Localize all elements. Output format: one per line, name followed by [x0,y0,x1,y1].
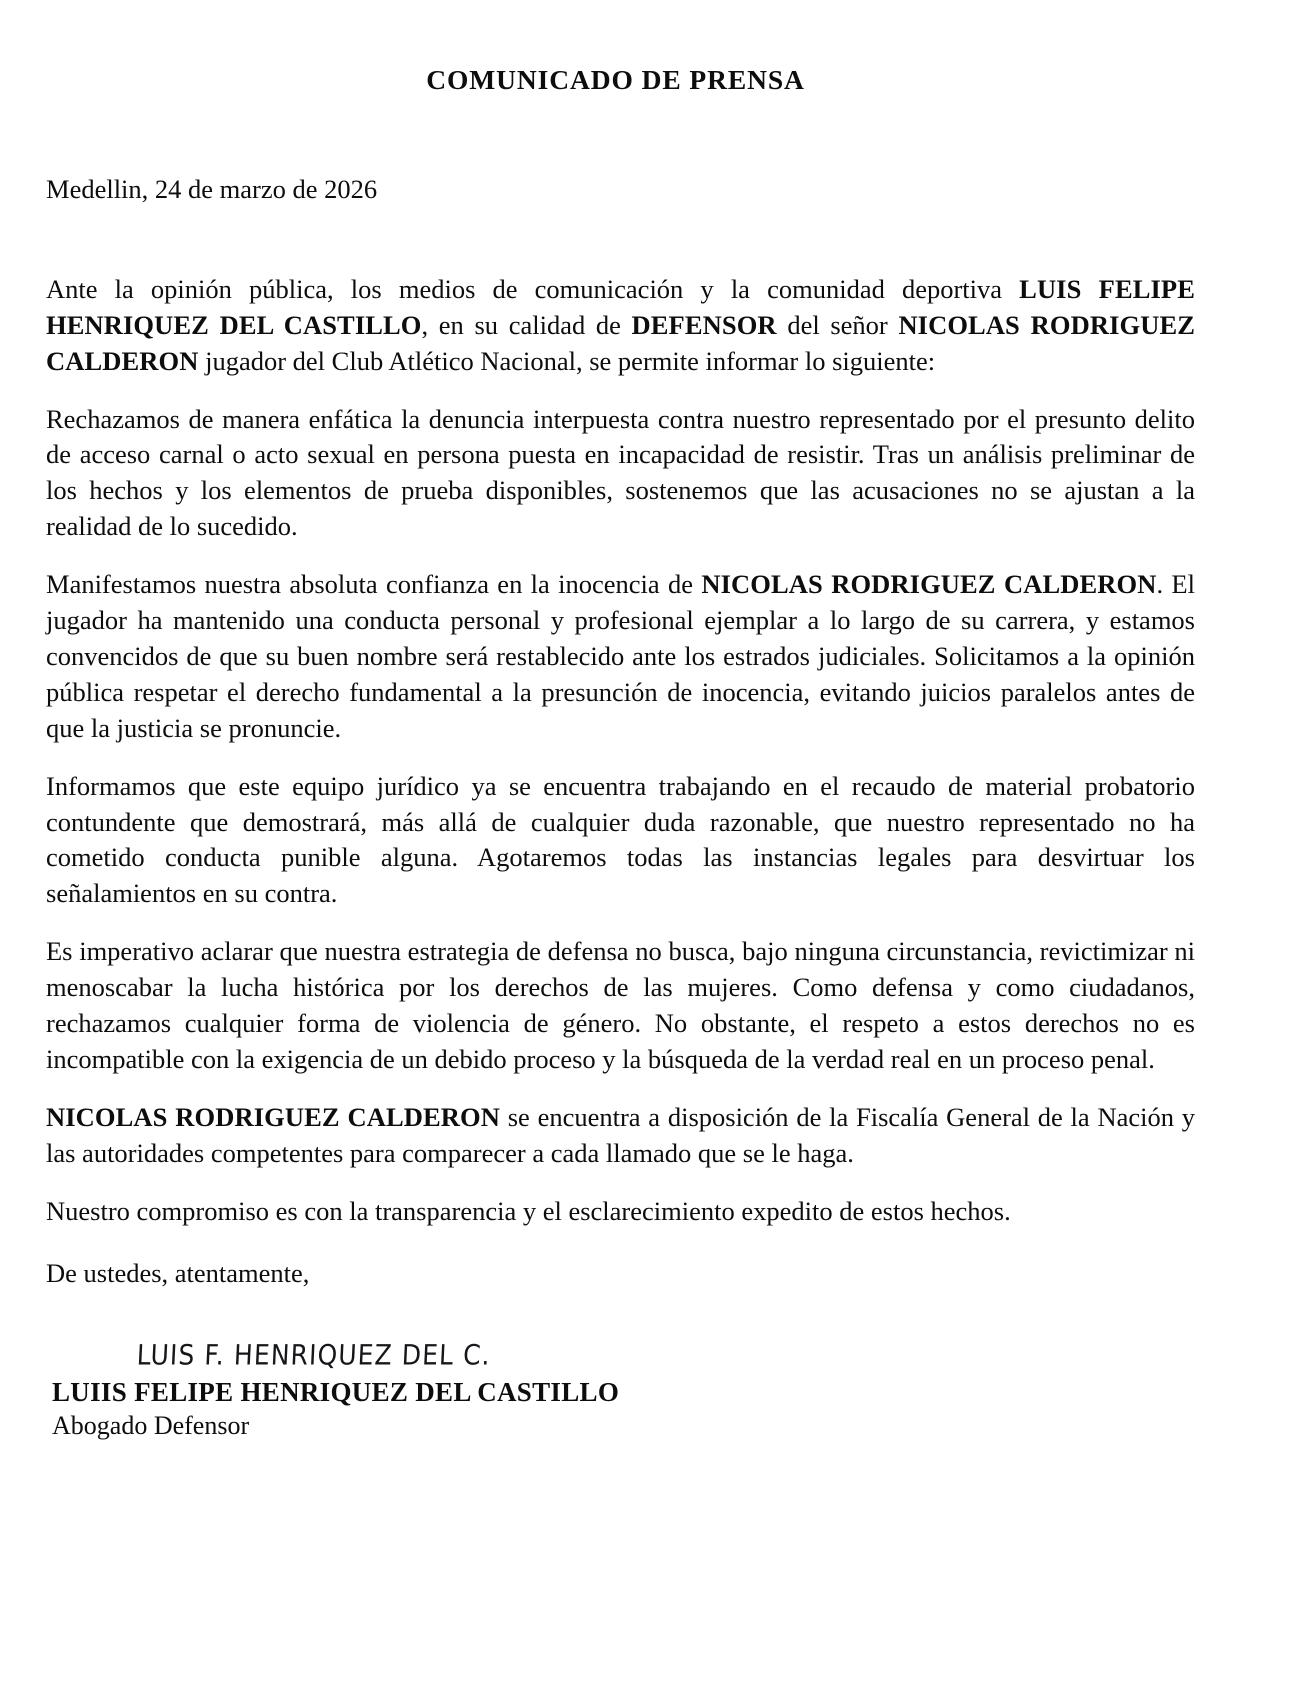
text-run: Informamos que este equipo jurídico ya se encuentra trabajando en el recaudo de material probatorio contundente que demostrará, más allá de cualquier duda razonable, que nuestro representado no ha cometido conducta punible alguna. Agotaremos todas las instancias legales para desvirtuar los señalamientos en su contra. [46,770,1195,909]
text-run: , en su calidad de [421,309,632,340]
text-run: del señor [776,309,899,340]
text-run: Rechazamos de manera enfática la denuncia interpuesta contra nuestro representado por el presunto delito de acceso carnal o acto sexual en persona puesta en incapacidad de resistir. Tras un análisis preliminar de los hechos y los elementos de prueba disponibles, sostenemos que las acusaciones no se ajustan a la realidad de lo sucedido. [46,403,1195,542]
signature-area [46,1338,1195,1372]
signer-name: LUIIS FELIPE HENRIQUEZ DEL CASTILLO [52,1377,620,1408]
emphasized-run: LUIS FELIPE HENRIQUEZ DEL CASTILLO [46,273,1195,340]
paragraph-confianza [46,567,1195,747]
signer-role: Abogado Defensor [52,1410,250,1440]
emphasized-run: NICOLAS RODRIGUEZ CALDERON [46,309,1195,376]
signer-block [46,1377,1195,1441]
paragraph-rechazo [46,402,1195,546]
emphasized-run: NICOLAS RODRIGUEZ CALDERON [701,569,1157,600]
text-run: Manifestamos nuestra absoluta confianza en la inocencia de [46,569,702,600]
paragraph-probatorio [46,769,1195,913]
text-run: Es imperativo aclarar que nuestra estrategia de defensa no busca, bajo ninguna circunstancia, revictimizar ni menoscabar la lucha histórica por los derechos de las mujeres. Como defensa y como ciudadanos, rechazamos cualquier forma de violencia de género. No obstante, el respeto a estos derechos no es incompatible con la exigencia de un debido proceso y la búsqueda de la verdad real en un proceso penal. [46,936,1195,1075]
dateline: Medellin, 24 de marzo de 2026 [46,174,378,204]
paragraph-estrategia [46,934,1195,1078]
paragraph-disposicion [46,1100,1195,1172]
paragraph-intro [46,272,1195,380]
page-title: COMUNICADO DE PRENSA [426,64,805,95]
text-run: Ante la opinión pública, los medios de comunicación y la comunidad deportiva [46,273,1020,304]
emphasized-run: NICOLAS RODRIGUEZ CALDERON [46,1101,500,1132]
paragraph-compromiso [46,1194,1195,1230]
body-paragraphs [46,272,1195,1230]
text-run: . El jugador ha mantenido una conducta personal y profesional ejemplar a lo largo de su carrera, y estamos convencidos de que su buen nombre será restablecido ante los estrados judiciales. Solicitamos a la opinión pública respetar el derecho fundamental a la presunción de inocencia, evitando juicios paralelos antes de que la justicia se pronuncie. [46,569,1195,743]
emphasized-run: DEFENSOR [631,309,777,340]
text-run: jugador del Club Atlético Nacional, se permite informar lo siguiente: [198,345,936,376]
text-run: se encuentra a disposición de la Fiscalía General de la Nación y las autoridades competentes para comparecer a cada llamado que se le haga. [46,1101,1195,1168]
text-run: Nuestro compromiso es con la transparencia y el esclarecimiento expedito de estos hechos. [46,1195,1011,1226]
closing-salutation: De ustedes, atentamente, [46,1257,310,1288]
handwritten-signature: LUIS F. HENRIQUEZ DEL C. [136,1338,492,1372]
